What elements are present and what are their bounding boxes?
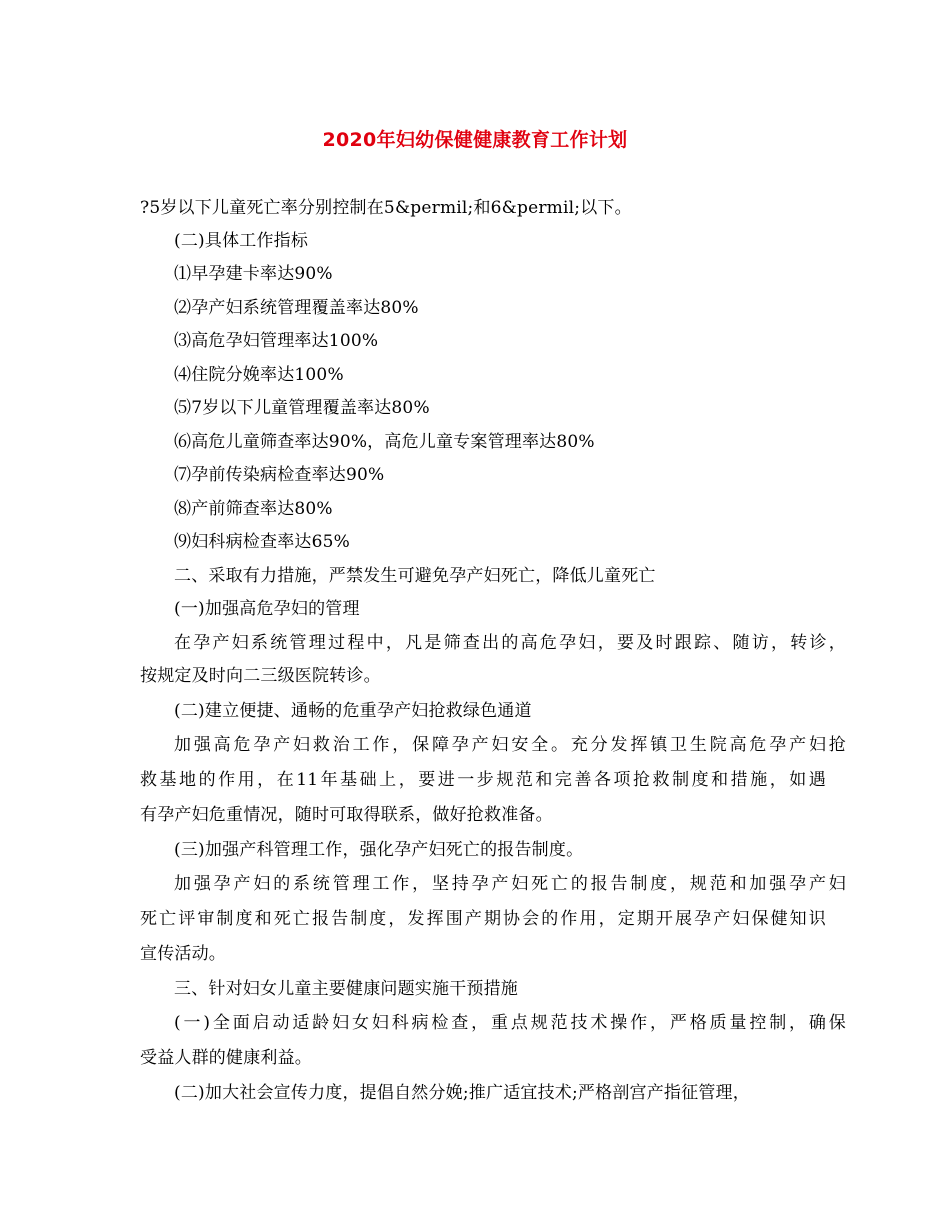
paragraph-line: (一)全面启动适龄妇女妇科病检查，重点规范技术操作，严格质量控制，确保	[174, 1013, 846, 1033]
paragraph-line: 受益人群的健康利益。	[140, 1048, 312, 1068]
paragraph-line: 宣传活动。	[140, 944, 226, 964]
paragraph-line: (二)加大社会宣传力度，提倡自然分娩;推广适宜技术;严格剖宫产指征管理，	[174, 1083, 750, 1103]
document-title: 2020年妇幼保健健康教育工作计划	[322, 129, 628, 151]
list-item: ⑼妇科病检查率达65%	[174, 532, 350, 552]
paragraph-line: 有孕产妇危重情况，随时可取得联系，做好抢救准备。	[140, 805, 553, 825]
list-item: ⑴早孕建卡率达90%	[174, 264, 333, 284]
list-item: ⑻产前筛查率达80%	[174, 499, 333, 519]
paragraph-line: 在孕产妇系统管理过程中，凡是筛查出的高危孕妇，要及时跟踪、随访，转诊，	[174, 633, 846, 653]
section-heading: 三、针对妇女儿童主要健康问题实施干预措施	[174, 979, 518, 999]
list-item: ⑷住院分娩率达100%	[174, 365, 344, 385]
paragraph-line: 按规定及时向二三级医院转诊。	[140, 666, 381, 686]
list-item: ⑹高危儿童筛查率达90%，高危儿童专案管理率达80%	[174, 432, 595, 452]
list-item: ⑺孕前传染病检查率达90%	[174, 465, 385, 485]
section-heading: (二)具体工作指标	[174, 231, 309, 251]
list-item: ⑸7岁以下儿童管理覆盖率达80%	[174, 398, 430, 418]
section-heading: 二、采取有力措施，严禁发生可避免孕产妇死亡，降低儿童死亡	[174, 566, 656, 586]
subsection-heading: (二)建立便捷、通畅的危重孕产妇抢救绿色通道	[174, 701, 532, 721]
paragraph-line: 死亡评审制度和死亡报告制度，发挥围产期协会的作用，定期开展孕产妇保健知识	[140, 909, 826, 929]
paragraph-line: 加强孕产妇的系统管理工作，坚持孕产妇死亡的报告制度，规范和加强孕产妇	[174, 874, 846, 894]
paragraph-line: 救基地的作用，在11年基础上，要进一步规范和完善各项抢救制度和措施，如遇	[140, 770, 826, 790]
paragraph-line: ?5岁以下儿童死亡率分别控制在5&permil;和6&permil;以下。	[140, 198, 632, 218]
list-item: ⑶高危孕妇管理率达100%	[174, 331, 379, 351]
paragraph-line: 加强高危孕产妇救治工作，保障孕产妇安全。充分发挥镇卫生院高危孕产妇抢	[174, 735, 846, 755]
list-item: ⑵孕产妇系统管理覆盖率达80%	[174, 298, 419, 318]
subsection-heading: (三)加强产科管理工作，强化孕产妇死亡的报告制度。	[174, 840, 584, 860]
subsection-heading: (一)加强高危孕妇的管理	[174, 599, 360, 619]
